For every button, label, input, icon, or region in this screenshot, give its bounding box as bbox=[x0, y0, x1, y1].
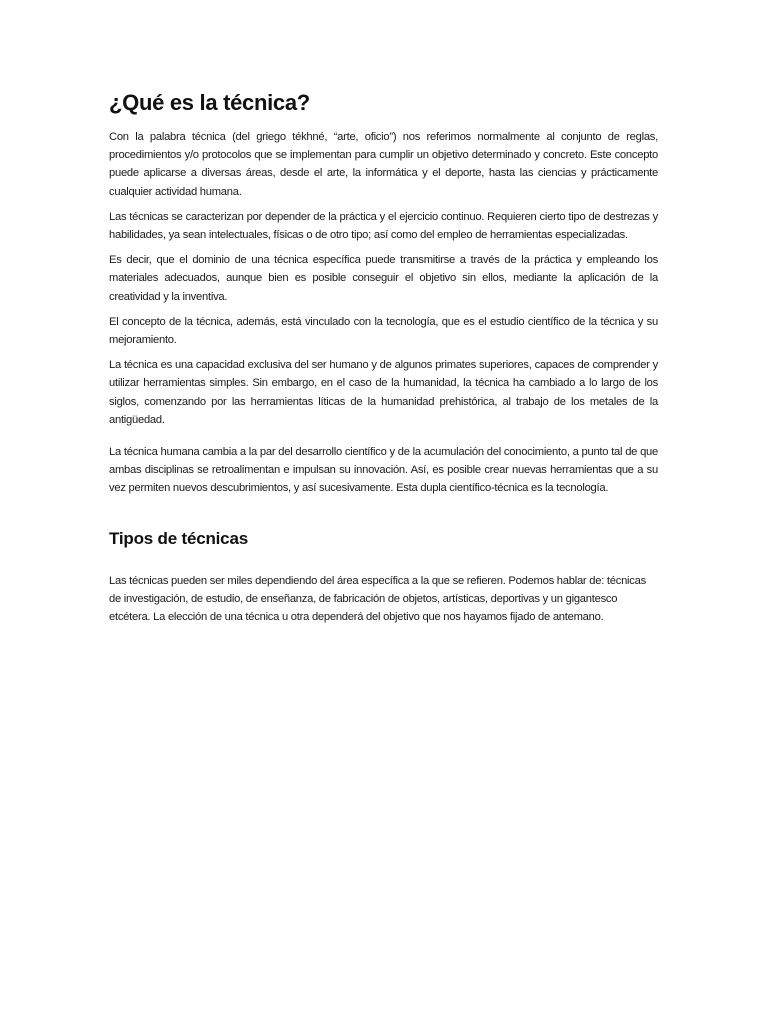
paragraph-technology: El concepto de la técnica, además, está vinculado con la tecnología, que es el estudio científico de la técnica y su mejoramiento. bbox=[109, 315, 658, 347]
paragraph-definition: Con la palabra técnica (del griego tékhné, “arte, oficio”) nos referimos normalmente al conjunto de reglas, procedimientos y/o protocolos que se implementan para cumplir un objetivo determinado y concreto. Este concepto puede aplicarse a diversas áreas, desde el arte, la informática y el deporte, hasta las ciencias y prácticamente cualquier actividad humana. bbox=[109, 131, 658, 198]
paragraph-types: Las técnicas pueden ser miles dependiendo del área específica a la que se refieren. Podemos hablar de: técnicas de investigación, de estudio, de enseñanza, de fabricación de objetos, artísticas, deportivas y un gigantesco etcétera. La elección de una técnica u otra dependerá del objetivo que nos hayamos fijado de antemano. bbox=[109, 574, 646, 624]
section-title: Tipos de técnicas bbox=[109, 528, 248, 548]
document-page bbox=[109, 88, 658, 633]
paragraph-human-capacity: La técnica es una capacidad exclusiva del ser humano y de algunos primates superiores, capaces de comprender y utilizar herramientas simples. Sin embargo, en el caso de la humanidad, la técnica ha cambiado a lo largo de los siglos, comenzando por las herramientas líticas de la humanidad prehistórica, al trabajo de los metales de la antigüedad. bbox=[109, 359, 658, 426]
paragraph-mastery: Es decir, que el dominio de una técnica específica puede transmitirse a través de la práctica y empleando los materiales adecuados, aunque bien es posible conseguir el objetivo sin ellos, mediante la aplicación de la creatividad y la inventiva. bbox=[109, 254, 658, 303]
paragraph-scientific-development: La técnica humana cambia a la par del desarrollo científico y de la acumulación del conocimiento, a punto tal de que ambas disciplinas se retroalimentan e impulsan su innovación. Así, es posible crear nuevas herramientas que a su vez permiten nuevos descubrimientos, y así sucesivamente. Esta dupla científico-técnica es la tecnología. bbox=[109, 446, 658, 495]
page-title: ¿Qué es la técnica? bbox=[109, 90, 310, 115]
paragraph-characteristics: Las técnicas se caracterizan por depender de la práctica y el ejercicio continuo. Requieren cierto tipo de destrezas y habilidades, ya sean intelectuales, físicas o de otro tipo; así como del empleo de herramientas especializadas. bbox=[109, 210, 658, 242]
